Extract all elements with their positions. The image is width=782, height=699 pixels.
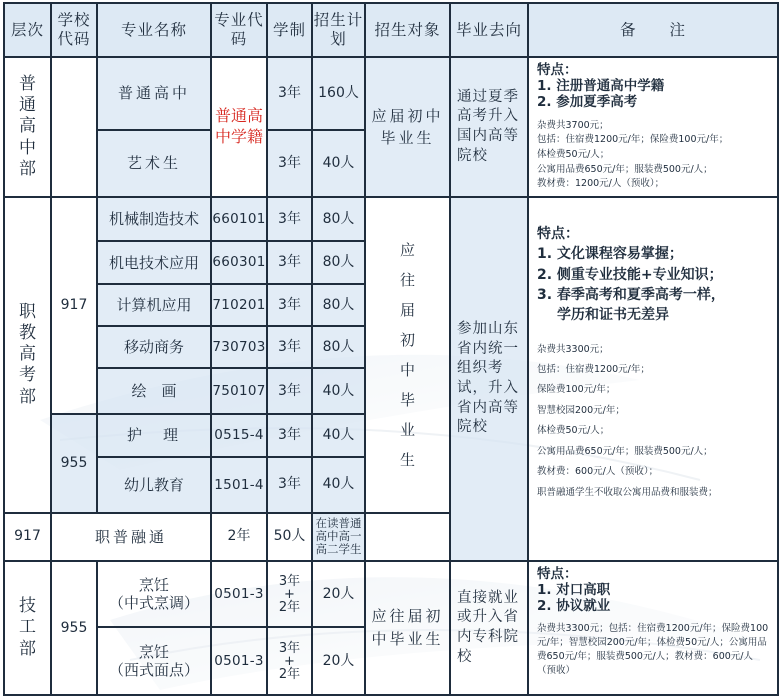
header-remarks: 备 注 (528, 3, 778, 57)
level-technician: 技 工 部 (4, 561, 51, 695)
fee-line: 公寓用品费650元/年；服装费500元/人； (537, 163, 713, 175)
major-code: 730703 (211, 326, 267, 368)
duration: 3年 (267, 57, 312, 130)
plan: 80人 (312, 241, 365, 283)
duration: 2年 (211, 513, 267, 561)
enrollment-table (3, 2, 779, 696)
duration: 3年 (267, 326, 312, 368)
major-code: 660301 (211, 241, 267, 283)
fee-line: 包括：住宿费1200元/年；保险费100元/年； (537, 134, 729, 146)
target: 应 往 届 初 中 毕 业 生 (399, 240, 415, 469)
header-school-code: 学校代码 (51, 3, 97, 57)
header-major-code: 专业代码 (211, 3, 267, 57)
header-plan: 招生计划 (312, 3, 365, 57)
feature-title: 特点： (537, 565, 578, 582)
table-row (4, 197, 778, 241)
feature-item: 1. 文化课程容易掌握； (537, 246, 683, 263)
duration: 3年 (267, 368, 312, 413)
duration: 3年 (267, 130, 312, 198)
duration (267, 627, 312, 695)
duration-part: 3年 (278, 640, 301, 656)
feature-item: 2. 协议就业 (537, 598, 611, 615)
remarks-high-school (528, 57, 778, 197)
header-target: 招生对象 (365, 3, 450, 57)
feature-item: 1. 注册普通高中学籍 (537, 78, 665, 95)
fee-line: 公寓用品费650元/年；服装费500元/人； (537, 445, 713, 457)
feature-item: 2. 侧重专业技能+专业知识； (537, 266, 723, 283)
plan: 50人 (267, 513, 312, 561)
fee-line: 教材费：600元/人（预收）； (537, 466, 659, 478)
major-code: 0515-4 (211, 414, 267, 457)
major-name: 职普融通 (51, 513, 211, 561)
plan: 40人 (312, 414, 365, 457)
plan: 80人 (312, 197, 365, 241)
fee-line: 体检费50元/人； (537, 149, 610, 160)
fee-line: 包括：住宿费1200元/年； (537, 363, 650, 375)
duration: 3年 (267, 414, 312, 457)
major-name-line: （中式烹调） (108, 594, 199, 613)
feature-item: 3. 春季高考和夏季高考一样， (537, 286, 725, 303)
duration: 3年 (267, 284, 312, 326)
major-name: 机电技术应用 (97, 241, 211, 283)
plan: 160人 (312, 57, 365, 130)
plan: 40人 (312, 130, 365, 198)
major-code: 710201 (211, 284, 267, 326)
duration: 3年 (267, 241, 312, 283)
table-row (4, 57, 778, 130)
target-vertical (365, 197, 450, 512)
fee-line: 智慧校园200元/年； (537, 404, 625, 416)
duration: 3年 (267, 457, 312, 512)
major-code: 0501-3 (211, 561, 267, 628)
major-name-line: 烹饪 (138, 576, 169, 595)
duration-part: 2年 (278, 666, 301, 682)
duration-part: + (284, 586, 295, 602)
duration-part: 3年 (278, 573, 301, 589)
header-level: 层次 (4, 3, 51, 57)
plan: 20人 (312, 561, 365, 628)
school-code: 917 (4, 513, 51, 561)
target: 在读普通高中高一高二学生 (312, 513, 365, 561)
major-code: 0501-3 (211, 627, 267, 695)
school-code: 955 (51, 414, 97, 513)
remarks-vocational (528, 197, 778, 561)
major-name (97, 627, 211, 695)
major-name: 普通高中 (97, 57, 211, 130)
major-name: 机械制造技术 (97, 197, 211, 241)
header-major-name: 专业名称 (97, 3, 211, 57)
fee-line: 体检费50元/人； (537, 425, 610, 437)
duration (267, 561, 312, 628)
duration: 3年 (267, 197, 312, 241)
table-row (4, 561, 778, 628)
fee-line: 教材费：1200元/人（预收）； (537, 178, 665, 190)
major-name: 计算机应用 (97, 284, 211, 326)
level-high-school: 普 通 高 中 部 (4, 57, 51, 197)
header-destination: 毕业去向 (450, 3, 528, 57)
major-code: 1501-4 (211, 457, 267, 512)
feature-item: 1. 对口高职 (537, 582, 611, 599)
fee-line: 杂费共3300元； (537, 343, 609, 355)
major-name-line: （西式面点） (108, 661, 199, 680)
major-name: 绘 画 (97, 368, 211, 413)
feature-item: 2. 参加夏季高考 (537, 94, 638, 111)
duration-part: 2年 (278, 599, 301, 615)
school-code: 917 (51, 197, 97, 414)
duration-part: + (284, 653, 295, 669)
major-name: 艺术生 (97, 130, 211, 198)
school-code: 955 (51, 561, 97, 695)
major-name-line: 烹饪 (138, 643, 169, 662)
plan: 20人 (312, 627, 365, 695)
major-name: 移动商务 (97, 326, 211, 368)
school-code-empty (51, 57, 97, 197)
fee-line: 职普融通学生不收取公寓用品费和服装费； (537, 486, 718, 498)
plan: 40人 (312, 368, 365, 413)
feature-title: 特点： (537, 62, 578, 78)
major-name: 幼儿教育 (97, 457, 211, 512)
feature-item: 学历和证书无差异 (557, 307, 669, 324)
plan: 80人 (312, 326, 365, 368)
fee-line: 保险费100元/年； (537, 384, 616, 396)
target: 应往届初中毕业生 (365, 561, 450, 695)
header-duration: 学制 (267, 3, 312, 57)
major-name: 护 理 (97, 414, 211, 457)
destination: 直接就业或升入省内专科院校 (450, 561, 528, 695)
destination: 参加山东省内统一组织考试，升入省内高等院校 (450, 197, 528, 561)
fee-text: 杂费共3300元；包括：住宿费1200元/年；保险费100元/年；智慧校园200元/年；体检费50元/人；公寓用品费650元/年；服装费500元/人；教材费：600元/人（预收） (537, 623, 769, 676)
level-vocational: 职 教 高 考 部 (4, 197, 51, 512)
fee-line: 杂费共3700元； (537, 119, 609, 131)
plan: 40人 (312, 457, 365, 512)
major-code: 660101 (211, 197, 267, 241)
feature-title: 特点： (537, 226, 579, 243)
major-code: 750107 (211, 368, 267, 413)
target: 应届初中毕业生 (365, 57, 450, 197)
major-name (97, 561, 211, 628)
header-row (4, 3, 778, 57)
remarks-technician (528, 561, 778, 695)
major-code-high-school: 普通高中学籍 (211, 57, 267, 197)
plan: 80人 (312, 284, 365, 326)
destination: 通过夏季高考升入国内高等院校 (450, 57, 528, 197)
